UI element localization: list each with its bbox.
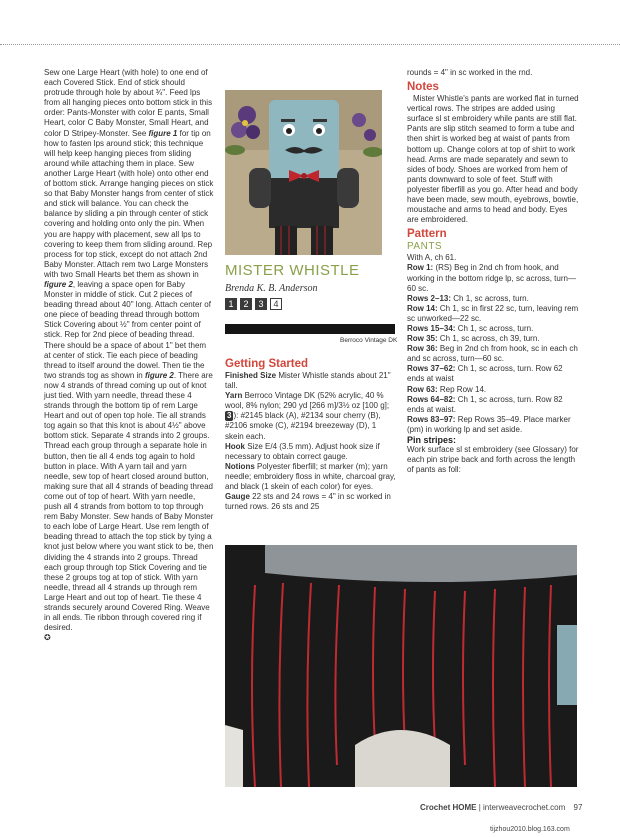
- top-dotted-rule: [0, 44, 620, 45]
- designer-name: Brenda K. B. Anderson: [225, 283, 318, 294]
- page-footer: [420, 803, 582, 812]
- footer-divider: |: [478, 803, 483, 812]
- gauge-value: 22 sts and 24 rows = 4" in sc worked in turned rows. 26 sts and 25: [225, 492, 391, 512]
- magazine-brand: Crochet HOME: [420, 803, 477, 812]
- gauge-label: Gauge: [225, 492, 250, 502]
- yarn-swatch-image: [225, 324, 395, 334]
- end-of-pattern-icon: ✪: [44, 633, 51, 643]
- hook-value: Size E/4 (3.5 mm). Adjust hook size if necessary to obtain correct gauge.: [225, 441, 380, 461]
- finished-size: [225, 371, 397, 391]
- figure-2-ref: figure 2: [144, 370, 174, 380]
- notions-value: Polyester fiberfill; st marker (m); yarn needle; embroidery floss in white, charcoal gray, and black (1 skein of each color) for eyes.: [225, 461, 396, 492]
- yarn-swatch-caption: Berroco Vintage DK: [340, 337, 398, 344]
- hook-info: [225, 442, 397, 462]
- row-instruction: Rows 64–82: Ch 1, sc across, turn. Row 82 ends at waist.: [407, 394, 563, 414]
- skill-level-2: 2: [240, 298, 252, 310]
- finishing-instructions: Sew one Large Heart (with hole) to one end of each Covered Stick. End of stick should protrude through hole by about ¾". Feed lps from all hanging pieces onto bottom stick in this order: Pants-Monster with color E pants, Small Heart, color C Baby Monster, Small Heart, and color D Stripey-Monster. See figure 1 for tip on how to fasten lps around stick; this technique will help keep hanging pieces from sliding around while attaching them in place. Sew another Large Heart (with hole) onto other end of bottom stick. Arrange hanging pieces on stick so that Baby Monster hangs from center of stick and stick will balance. You can check the balance by sliding a pin through center of stick covering and holding onto only the pin. When you are happy with placement, sew all lps to covering to keep them from sliding around. Rep process for top stick, except do not attach 2nd Baby Monster. Attach rem two Large Monsters with two Small Hearts bet them as shown in figure 2, leaving a space open for Baby Monster in middle of stick. Cut 2 pieces of beading thread about 40" long. Attach center of one piece of beading thread through bottom Stick Covering about ½" from center point of stick. Rep for 2nd piece of beading thread. There should be a space of about 1" bet them at center of stick. Tie each piece of beading thread to itself around the dowel. Then tie the two strands tog as shown in figure 2. There are now 4 strands of thread coming up out of knot just tied. With yarn needle, thread these 4 strands through the bottom tip of rem Large Heart and out of open top hole. Tie all strands tog again so that this knot is about 4½" above bottom stick. Separate 4 strands into 2 groups. Thread each group through a separate hole in button, then tie all 4 ends tog again to hold button in place. With A yarn tail and yarn needle, sew top of heart closed around button, making sure that all 4 strands of beading thread come out of top of heart. With yarn needle, push all 4 strands from bottom to top through rem Baby Monster. Sew hands of Baby Monster to each lobe of Large Heart. Use rem length of beading thread to attach the top stick by tying a knot just below where you want stick to be, then dividing the 4 strands into 2 groups. Thread each group through top Stick Covering and tie these 2 groups tog at top of stick. With yarn needle, thread all 4 strands up through rem Large Heart and out top of heart. Tie these 4 strands securely around Covered Ring. Weave in all ends. Tie ribbon through covered ring if desired.: [44, 68, 214, 633]
- row-instruction: Rows 83–97: Rep Rows 35–49. Place marker (pm) in working lp and set aside.: [407, 414, 571, 434]
- row-instruction: Rows 2–13: Ch 1, sc across, turn.: [407, 293, 529, 303]
- yarn-value-b: ): #2145 black (A), #2134 sour cherry (B), #2106 smoke (C), #2194 breezeway (D), 1 skein each.: [225, 411, 381, 441]
- mister-whistle-photo: [225, 90, 382, 255]
- yarn-info: [225, 391, 397, 441]
- skill-level-1: 1: [225, 298, 237, 310]
- yarn-value-a: Berroco Vintage DK (52% acrylic, 40 % wool, 8% nylon; 290 yd [266 m]/3½ oz [100 g];: [225, 391, 390, 411]
- row-instruction: Rows 37–62: Ch 1, sc across, turn. Row 62 ends at waist: [407, 364, 563, 384]
- left-column: [44, 68, 214, 643]
- gauge-info: [225, 492, 397, 512]
- finished-size-value: Mister Whistle stands about 21" tall.: [225, 371, 391, 391]
- notes-heading: Notes: [407, 81, 439, 94]
- notions-label: Notions: [225, 461, 255, 471]
- figure-2-ref: figure 2: [44, 279, 73, 289]
- figure-1-ref: figure 1: [148, 128, 178, 138]
- page-number: 97: [573, 803, 583, 812]
- pin-stripes-heading: Pin stripes:: [407, 435, 457, 445]
- notions-info: [225, 462, 397, 492]
- row-instruction: Rows 15–34: Ch 1, sc across, turn.: [407, 323, 534, 333]
- right-column: [407, 68, 579, 475]
- row-instruction: Row 35: Ch 1, sc across, ch 39, turn.: [407, 334, 540, 344]
- finished-size-label: Finished Size: [225, 371, 277, 380]
- gauge-continued: rounds = 4" in sc worked in the rnd.: [407, 68, 533, 77]
- footer-site: interweavecrochet.com: [483, 803, 566, 812]
- row-instruction: Row 14: Ch 1, sc in first 22 sc, turn, leaving rem sc unworked—22 sc.: [407, 303, 579, 323]
- getting-started-column: [225, 355, 397, 512]
- yarn-label: Yarn: [225, 391, 243, 401]
- watermark: tijzhou2010.blog.163.com: [490, 826, 570, 833]
- pants-closeup-photo: [225, 545, 577, 787]
- row-instruction: Row 36: Beg in 2nd ch from hook, sc in each ch and sc across, turn—60 sc.: [407, 344, 578, 364]
- yarn-weight-icon: 3: [227, 411, 232, 421]
- pattern-intro: With A, ch 61.: [407, 253, 457, 263]
- pattern-heading: Pattern: [407, 228, 447, 241]
- pin-stripes-text: Work surface sl st embroidery (see Glossary) for each pin stripe back and forth across the length of pants as foll:: [407, 445, 579, 475]
- pattern-title: MISTER WHISTLE: [225, 262, 360, 279]
- pants-subheading: PANTS: [407, 241, 443, 253]
- skill-level-3: 3: [255, 298, 267, 310]
- row-instruction: Row 63: Rep Row 14.: [407, 384, 487, 394]
- getting-started-heading: Getting Started: [225, 358, 309, 370]
- hook-label: Hook: [225, 441, 245, 451]
- skill-level-indicator: [225, 298, 282, 310]
- notes-text: Mister Whistle's pants are worked flat in turned vertical rows. The stripes are added using surface sl st embroidery while pants are still flat. Pants are slip stitch seamed to form a tube and then shirt is worked beg at waist of pants from bottom up. Change colors at top of shirt to work head. Arms are made separately and sewn to sides of body. Shoes are worked from hem of pants downward to sole of feet. Stuff with polyester fiberfill as you go. After head and body have been made, sew mouth, eyebrows, bowtie, moustache and arms to head and body. Eyes are embroidered.: [407, 94, 579, 225]
- row-instruction: Row 1: (RS) Beg in 2nd ch from hook, and working in the bottom ridge lp, sc across, turn—60 sc.: [407, 263, 576, 293]
- skill-level-4: 4: [270, 298, 282, 310]
